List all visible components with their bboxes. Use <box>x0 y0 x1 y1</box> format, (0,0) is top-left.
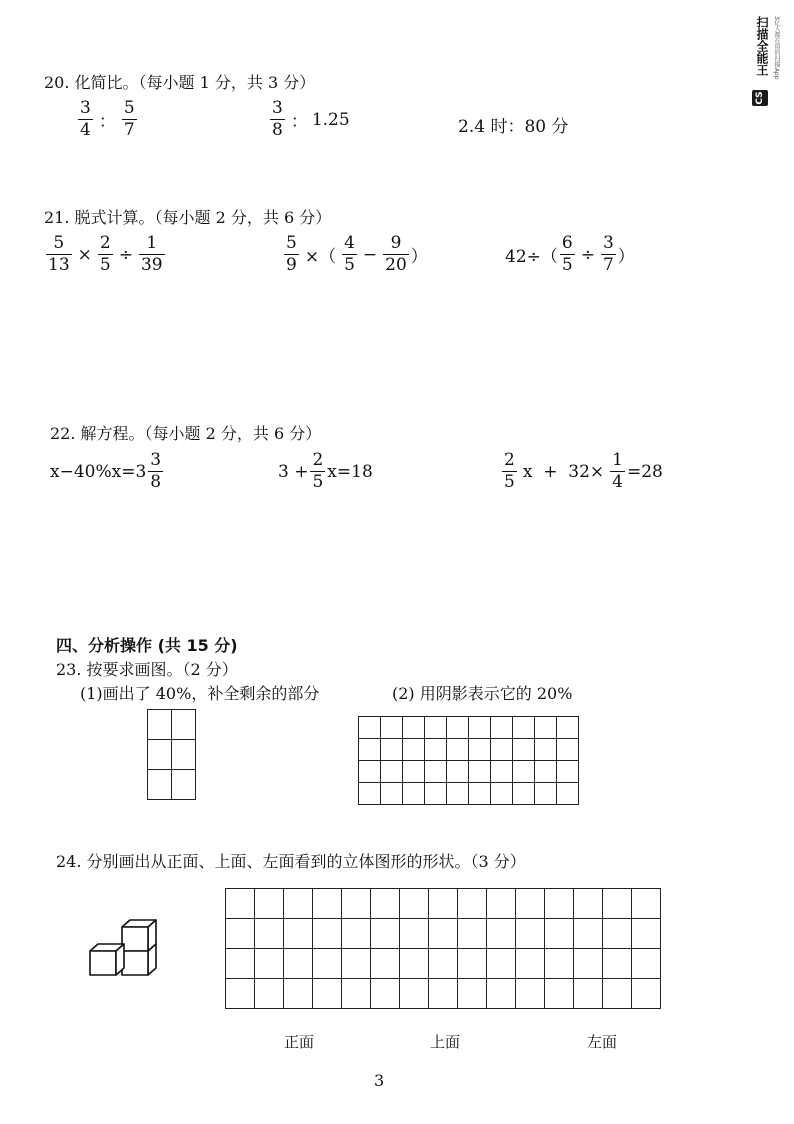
grid-cell[interactable] <box>574 979 603 1009</box>
grid-cell[interactable] <box>545 979 574 1009</box>
q24-label-front: 正面 <box>284 1033 315 1051</box>
q21-p2-b-den: 5 <box>344 255 355 275</box>
grid-cell[interactable] <box>603 979 632 1009</box>
q20-title: 20. 化简比。（每小题 1 分，共 3 分） <box>44 73 316 92</box>
q23-part-2: (2) 用阴影表示它的 20% <box>392 684 573 703</box>
q22-p1-pre: x−40%x=3 <box>50 461 147 482</box>
q21-p2-c-den: 20 <box>385 255 407 275</box>
grid-cell[interactable] <box>491 739 513 761</box>
q21-p2-op2: − <box>362 244 378 265</box>
q22-title: 22. 解方程。（每小题 2 分，共 6 分） <box>50 424 322 443</box>
q21-p1-op1: × <box>77 244 92 265</box>
grid-cell[interactable] <box>535 717 557 739</box>
grid-cell[interactable] <box>226 919 255 949</box>
q21-p1-b-den: 5 <box>99 255 111 275</box>
grid-cell[interactable] <box>535 739 557 761</box>
grid-cell[interactable] <box>172 710 196 740</box>
grid-cell[interactable] <box>469 783 491 805</box>
grid-cell[interactable] <box>371 949 400 979</box>
q22-p3-b-den: 4 <box>612 472 623 492</box>
grid-cell[interactable] <box>172 770 196 800</box>
q22-p2-post: x=18 <box>327 461 373 482</box>
q21-p3-close: ） <box>617 247 635 267</box>
grid-cell[interactable] <box>400 919 429 949</box>
grid-cell[interactable] <box>255 889 284 919</box>
grid-cell[interactable] <box>545 889 574 919</box>
grid-cell[interactable] <box>255 949 284 979</box>
q24-title: 24. 分别画出从正面、上面、左面看到的立体图形的形状。（3 分） <box>56 852 526 871</box>
q22-p3-b-num: 1 <box>612 450 623 470</box>
page-number: 3 <box>374 1071 385 1090</box>
q21-problem-1 <box>44 235 167 274</box>
grid-cell[interactable] <box>226 979 255 1009</box>
grid-cell[interactable] <box>359 739 381 761</box>
grid-cell[interactable] <box>447 739 469 761</box>
grid-cell[interactable] <box>371 919 400 949</box>
q21-p2-close: ） <box>410 247 428 267</box>
grid-cell[interactable] <box>359 717 381 739</box>
q21-p1-c-num: 1 <box>146 233 158 253</box>
grid-cell[interactable] <box>429 979 458 1009</box>
grid-cell[interactable] <box>458 949 487 979</box>
cs-logo-icon: CS <box>752 90 768 106</box>
grid-cell[interactable] <box>516 949 545 979</box>
grid-cell[interactable] <box>359 783 381 805</box>
grid-cell[interactable] <box>557 739 579 761</box>
q20-p2-a-num: 3 <box>272 98 283 118</box>
grid-cell[interactable] <box>491 717 513 739</box>
q21-p1-b-num: 2 <box>99 233 111 253</box>
grid-cell[interactable] <box>487 949 516 979</box>
q21-p2-c-num: 9 <box>390 233 402 253</box>
q21-p3-a-num: 6 <box>561 233 573 253</box>
q22-p3-a-den: 5 <box>504 472 515 492</box>
grid-cell[interactable] <box>284 979 313 1009</box>
grid-cell[interactable] <box>381 739 403 761</box>
grid-cell[interactable] <box>342 919 371 949</box>
grid-cell[interactable] <box>487 979 516 1009</box>
grid-cell[interactable] <box>447 761 469 783</box>
q22-p3-post: =28 <box>626 461 663 482</box>
q22-p2-num: 2 <box>312 450 324 470</box>
grid-cell[interactable] <box>469 761 491 783</box>
q22-p1-den: 8 <box>150 472 162 492</box>
cube-stack-figure <box>86 917 166 989</box>
section-4-title: 四、分析操作 (共 15 分) <box>56 636 238 655</box>
q20-p2-b: 1.25 <box>311 109 350 130</box>
q21-p1-a-num: 5 <box>53 233 65 253</box>
grid-cell[interactable] <box>284 949 313 979</box>
grid-cell[interactable] <box>574 949 603 979</box>
grid-cell[interactable] <box>148 770 172 800</box>
q21-problem-3 <box>505 235 635 274</box>
q20-p2-sep: ： <box>290 112 308 132</box>
q23-grid-1 <box>147 709 196 800</box>
q21-p1-a-den: 13 <box>48 255 70 275</box>
grid-cell[interactable] <box>632 889 661 919</box>
grid-cell[interactable] <box>516 889 545 919</box>
q22-problem-3 <box>500 452 663 491</box>
grid-cell[interactable] <box>342 949 371 979</box>
grid-cell[interactable] <box>429 919 458 949</box>
grid-cell[interactable] <box>429 889 458 919</box>
grid-cell[interactable] <box>403 739 425 761</box>
q23-part-1: (1)画出了 40%，补全剩余的部分 <box>80 684 320 703</box>
q20-p1-b-num: 5 <box>123 98 135 118</box>
grid-cell[interactable] <box>371 889 400 919</box>
scanner-watermark <box>748 14 788 114</box>
grid-cell[interactable] <box>513 761 535 783</box>
grid-cell[interactable] <box>545 919 574 949</box>
grid-cell[interactable] <box>574 919 603 949</box>
q24-label-left: 左面 <box>587 1033 618 1051</box>
q20-problem-3: 2.4 时：80 分 <box>458 117 569 137</box>
grid-cell[interactable] <box>284 889 313 919</box>
q24-label-top: 上面 <box>430 1033 461 1051</box>
grid-cell[interactable] <box>458 979 487 1009</box>
grid-cell[interactable] <box>313 889 342 919</box>
grid-cell[interactable] <box>491 783 513 805</box>
q21-p1-c-den: 39 <box>140 255 163 275</box>
q21-p2-a-num: 5 <box>286 233 297 253</box>
grid-cell[interactable] <box>403 717 425 739</box>
grid-cell[interactable] <box>400 979 429 1009</box>
grid-cell[interactable] <box>172 740 196 770</box>
grid-cell[interactable] <box>516 919 545 949</box>
q20-p1-b-den: 7 <box>123 120 135 140</box>
q23-grid-2 <box>358 716 579 805</box>
grid-cell[interactable] <box>458 889 487 919</box>
grid-cell[interactable] <box>226 949 255 979</box>
grid-cell[interactable] <box>491 761 513 783</box>
q21-title: 21. 脱式计算。（每小题 2 分，共 6 分） <box>44 208 332 227</box>
q21-p2-b-num: 4 <box>344 233 355 253</box>
grid-cell[interactable] <box>425 739 447 761</box>
q21-p3-pre: 42÷（ <box>505 247 558 267</box>
grid-cell[interactable] <box>469 739 491 761</box>
q21-p2-op1: ×（ <box>304 247 337 267</box>
q20-p2-a-den: 8 <box>272 120 283 140</box>
grid-cell[interactable] <box>429 949 458 979</box>
grid-cell[interactable] <box>425 761 447 783</box>
grid-cell[interactable] <box>255 979 284 1009</box>
grid-cell[interactable] <box>632 919 661 949</box>
grid-cell[interactable] <box>381 783 403 805</box>
grid-cell[interactable] <box>226 889 255 919</box>
q22-p1-num: 3 <box>150 450 162 470</box>
grid-cell[interactable] <box>545 949 574 979</box>
q20-problem-2 <box>268 100 350 139</box>
q22-p3-mid: x + 32× <box>522 461 605 482</box>
grid-cell[interactable] <box>535 761 557 783</box>
grid-cell[interactable] <box>632 949 661 979</box>
grid-cell[interactable] <box>513 717 535 739</box>
q21-p3-b-num: 3 <box>602 233 614 253</box>
grid-cell[interactable] <box>148 710 172 740</box>
grid-cell[interactable] <box>632 979 661 1009</box>
grid-cell[interactable] <box>425 717 447 739</box>
q20-problem-1 <box>76 100 139 139</box>
grid-cell[interactable] <box>425 783 447 805</box>
q24-grid <box>225 888 661 1009</box>
grid-cell[interactable] <box>447 783 469 805</box>
grid-cell[interactable] <box>313 979 342 1009</box>
grid-cell[interactable] <box>342 889 371 919</box>
q22-p3-a-num: 2 <box>504 450 515 470</box>
grid-cell[interactable] <box>603 889 632 919</box>
grid-cell[interactable] <box>371 979 400 1009</box>
grid-cell[interactable] <box>313 919 342 949</box>
watermark-slogan: 3亿人都在用的扫描App <box>773 16 780 80</box>
grid-cell[interactable] <box>381 717 403 739</box>
grid-cell[interactable] <box>557 761 579 783</box>
q21-p3-op: ÷ <box>580 244 595 265</box>
grid-cell[interactable] <box>516 979 545 1009</box>
grid-cell[interactable] <box>535 783 557 805</box>
q21-problem-2 <box>282 235 428 274</box>
grid-cell[interactable] <box>381 761 403 783</box>
grid-cell[interactable] <box>400 889 429 919</box>
grid-cell[interactable] <box>447 717 469 739</box>
q22-p2-pre: 3 + <box>278 461 309 482</box>
grid-cell[interactable] <box>359 761 381 783</box>
q22-p2-den: 5 <box>312 472 324 492</box>
q21-p2-a-den: 9 <box>286 255 297 275</box>
q20-p1-sep: ： <box>98 112 116 132</box>
grid-cell[interactable] <box>148 740 172 770</box>
grid-cell[interactable] <box>487 889 516 919</box>
grid-cell[interactable] <box>603 949 632 979</box>
q20-p1-a-den: 4 <box>80 120 91 140</box>
grid-cell[interactable] <box>255 919 284 949</box>
q22-problem-2 <box>278 452 373 491</box>
grid-cell[interactable] <box>513 783 535 805</box>
grid-cell[interactable] <box>313 949 342 979</box>
grid-cell[interactable] <box>574 889 603 919</box>
grid-cell[interactable] <box>400 949 429 979</box>
grid-cell[interactable] <box>342 979 371 1009</box>
q21-p3-a-den: 5 <box>561 255 573 275</box>
grid-cell[interactable] <box>284 919 313 949</box>
grid-cell[interactable] <box>458 919 487 949</box>
q21-p1-op2: ÷ <box>118 244 133 265</box>
grid-cell[interactable] <box>403 783 425 805</box>
grid-cell[interactable] <box>603 919 632 949</box>
watermark-brand: 扫描全能王 <box>755 16 769 76</box>
grid-cell[interactable] <box>513 739 535 761</box>
q23-title: 23. 按要求画图。（2 分） <box>56 660 238 679</box>
q21-p3-b-den: 7 <box>602 255 614 275</box>
grid-cell[interactable] <box>487 919 516 949</box>
grid-cell[interactable] <box>557 717 579 739</box>
grid-cell[interactable] <box>469 717 491 739</box>
grid-cell[interactable] <box>557 783 579 805</box>
grid-cell[interactable] <box>403 761 425 783</box>
q22-problem-1 <box>50 452 165 491</box>
q20-p1-a-num: 3 <box>80 98 91 118</box>
